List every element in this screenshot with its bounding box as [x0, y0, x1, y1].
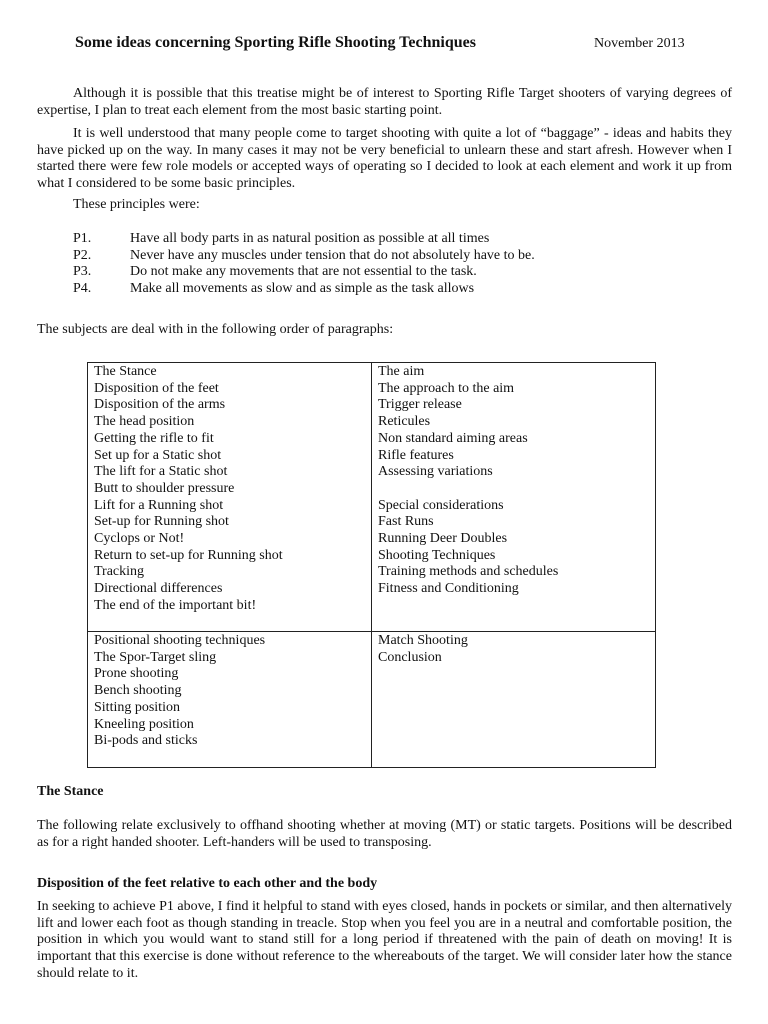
contents-item: Fitness and Conditioning [378, 581, 519, 597]
contents-cell-left-2 [88, 632, 372, 768]
principle-item [73, 264, 535, 281]
principle-text: Do not make any movements that are not essential to the task. [130, 264, 477, 280]
contents-item: Fast Runs [378, 514, 434, 530]
principles-list [73, 231, 535, 298]
contents-item: Kneeling position [94, 716, 194, 732]
contents-item: Non standard aiming areas [378, 430, 528, 446]
contents-item: Prone shooting [94, 666, 179, 682]
contents-item: The approach to the aim [378, 380, 515, 396]
contents-cell-right-1 [372, 363, 656, 632]
contents-item: Butt to shoulder pressure [94, 480, 235, 496]
intro-paragraph-2: It is well understood that many people come to target shooting with quite a lot of “baggage” - ideas and habits they have picked up on the way. In many cases it may not be very beneficial to unlearn these and start afresh. However when I started there were few role models or accepted ways of operating so I decided to look at each element and work it up from what I considered to be some basic principles. [37, 126, 732, 192]
contents-item: Getting the rifle to fit [94, 430, 214, 446]
principle-text: Make all movements as slow and as simple as the task allows [130, 281, 475, 297]
contents-item: Bench shooting [94, 683, 182, 699]
principle-item [73, 248, 535, 265]
stance-heading: The Stance [37, 784, 104, 799]
contents-item: The lift for a Static shot [94, 464, 228, 480]
contents-item: The head position [94, 414, 195, 430]
contents-item: Lift for a Running shot [94, 497, 224, 513]
contents-item: The Spor-Target sling [94, 649, 217, 665]
contents-item: Set up for a Static shot [94, 447, 222, 463]
contents-row-1 [88, 363, 656, 632]
contents-item: Rifle features [378, 447, 454, 463]
contents-item: Directional differences [94, 581, 223, 597]
contents-item: Bi-pods and sticks [94, 733, 198, 749]
principle-item [73, 281, 535, 298]
subjects-intro: The subjects are deal with in the following order of paragraphs: [37, 322, 394, 337]
principle-item [73, 231, 535, 248]
contents-gap [378, 481, 649, 498]
document-title: Some ideas concerning Sporting Rifle Shooting Techniques [75, 34, 476, 51]
contents-item: Special considerations [378, 497, 504, 513]
principle-text: Have all body parts in as natural position as possible at all times [130, 231, 490, 246]
contents-item: Match Shooting [378, 633, 468, 648]
feet-heading: Disposition of the feet relative to each other and the body [37, 876, 378, 891]
principle-id: P1. [73, 231, 92, 246]
contents-item: Shooting Techniques [378, 547, 496, 563]
contents-item: The aim [378, 364, 425, 379]
intro-paragraph-1: Although it is possible that this treatise might be of interest to Sporting Rifle Target shooters of varying degrees of expertise, I plan to treat each element from the most basic starting point. [37, 86, 732, 118]
stance-paragraph: The following relate exclusively to offhand shooting whether at moving (MT) or static targets. Positions will be described as for a right handed shooter. Left-handers will be used to transposing. [37, 818, 732, 850]
contents-item: The end of the important bit! [94, 597, 257, 613]
contents-cell-right-2 [372, 632, 656, 768]
contents-item: Conclusion [378, 649, 442, 665]
contents-item: Tracking [94, 564, 145, 580]
principle-id: P2. [73, 247, 92, 263]
contents-item: Trigger release [378, 397, 462, 413]
contents-item: Sitting position [94, 699, 180, 715]
contents-item: The Stance [94, 364, 157, 379]
contents-item: Return to set-up for Running shot [94, 547, 283, 563]
principle-id: P4. [73, 281, 92, 297]
document-date: November 2013 [594, 36, 685, 51]
contents-item: Disposition of the feet [94, 380, 219, 396]
principle-text: Never have any muscles under tension that do not absolutely have to be. [130, 247, 535, 263]
contents-item: Training methods and schedules [378, 564, 559, 580]
feet-paragraph: In seeking to achieve P1 above, I find it helpful to stand with eyes closed, hands in pockets or similar, and then alternatively lift and lower each foot as though standing in treacle. Stop when you feel you are in a neutral and comfortable position, the position in which you would want to stand still for a long period if threatened with the pain of death on moving! It is important that this exercise is done without reference to the whereabouts of the target. We will consider later how the stance should relate to it. [37, 899, 732, 981]
contents-item: Running Deer Doubles [378, 531, 508, 547]
contents-item: Positional shooting techniques [94, 633, 266, 648]
contents-item: Disposition of the arms [94, 397, 226, 413]
contents-item: Assessing variations [378, 464, 493, 480]
contents-table [87, 362, 656, 768]
contents-item: Cyclops or Not! [94, 531, 185, 547]
contents-item: Reticules [378, 414, 431, 430]
contents-cell-left-1 [88, 363, 372, 632]
contents-row-2 [88, 632, 656, 768]
contents-item: Set-up for Running shot [94, 514, 229, 530]
principles-lead: These principles were: [73, 197, 200, 212]
principle-id: P3. [73, 264, 92, 280]
